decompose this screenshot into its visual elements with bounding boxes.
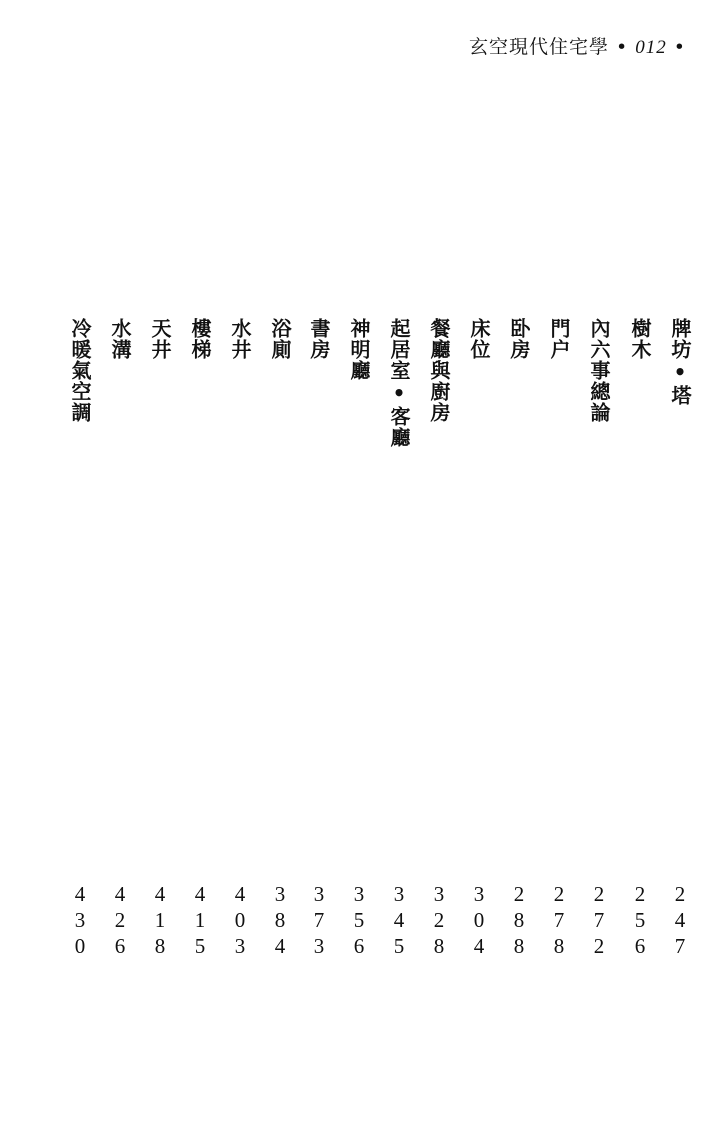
toc-entry-page: 345 <box>387 882 411 960</box>
toc-entry-title: 內六事總論 <box>587 318 611 423</box>
toc-entry-title: 浴廁 <box>268 318 292 360</box>
toc-entry-title: 餐廳與廚房 <box>427 318 451 423</box>
toc-entry-page: 430 <box>68 882 92 960</box>
toc-entry <box>68 318 92 978</box>
toc-entry-title: 水井 <box>228 318 252 360</box>
toc-entry <box>307 318 331 978</box>
toc-entry-title: 冷暖氣空調 <box>68 318 92 423</box>
toc-entry-page: 403 <box>228 882 252 960</box>
toc-entry <box>467 318 491 978</box>
page-number: 012 <box>635 37 667 58</box>
bullet-separator: • <box>666 36 686 58</box>
toc-entry-title: 床位 <box>467 318 491 360</box>
toc-entry-page: 256 <box>628 882 652 960</box>
toc-entry <box>427 318 451 978</box>
toc-entry-page: 356 <box>347 882 371 960</box>
toc-entry-page: 426 <box>108 882 132 960</box>
toc-entry-title: 牌坊•塔 <box>668 318 692 406</box>
toc-entry-title: 神明廳 <box>347 318 371 381</box>
toc-entry <box>188 318 212 978</box>
toc-entry <box>347 318 371 978</box>
toc-entry <box>587 318 611 978</box>
toc-entry <box>108 318 132 978</box>
toc-entry <box>148 318 172 978</box>
bullet-separator: • <box>608 36 636 58</box>
toc-entry-title: 卧房 <box>507 318 531 360</box>
toc-entry <box>387 318 411 978</box>
toc-entry-page: 278 <box>547 882 571 960</box>
toc-entry-page: 288 <box>507 882 531 960</box>
toc-entry-title: 起居室•客廳 <box>387 318 411 448</box>
toc-entry <box>228 318 252 978</box>
toc-entry <box>628 318 652 978</box>
toc-entry-page: 415 <box>188 882 212 960</box>
toc-entry <box>268 318 292 978</box>
running-header <box>469 32 686 59</box>
toc-entry <box>507 318 531 978</box>
toc-entry-page: 328 <box>427 882 451 960</box>
toc-entry-title: 樓梯 <box>188 318 212 360</box>
toc-entry-page: 247 <box>668 882 692 960</box>
toc-entry <box>547 318 571 978</box>
toc-entry-title: 門户 <box>547 318 571 360</box>
toc-entry-title: 樹木 <box>628 318 652 360</box>
toc-entry-page: 272 <box>587 882 611 960</box>
toc-entry-page: 304 <box>467 882 491 960</box>
toc-entry-page: 373 <box>307 882 331 960</box>
toc-entry-title: 天井 <box>148 318 172 360</box>
toc-entry-page: 418 <box>148 882 172 960</box>
toc-entry-page: 384 <box>268 882 292 960</box>
toc-entry <box>668 318 692 978</box>
toc-entry-title: 水溝 <box>108 318 132 360</box>
table-of-contents <box>0 318 720 978</box>
toc-entry-title: 書房 <box>307 318 331 360</box>
book-title: 玄空現代住宅學 <box>468 36 609 58</box>
